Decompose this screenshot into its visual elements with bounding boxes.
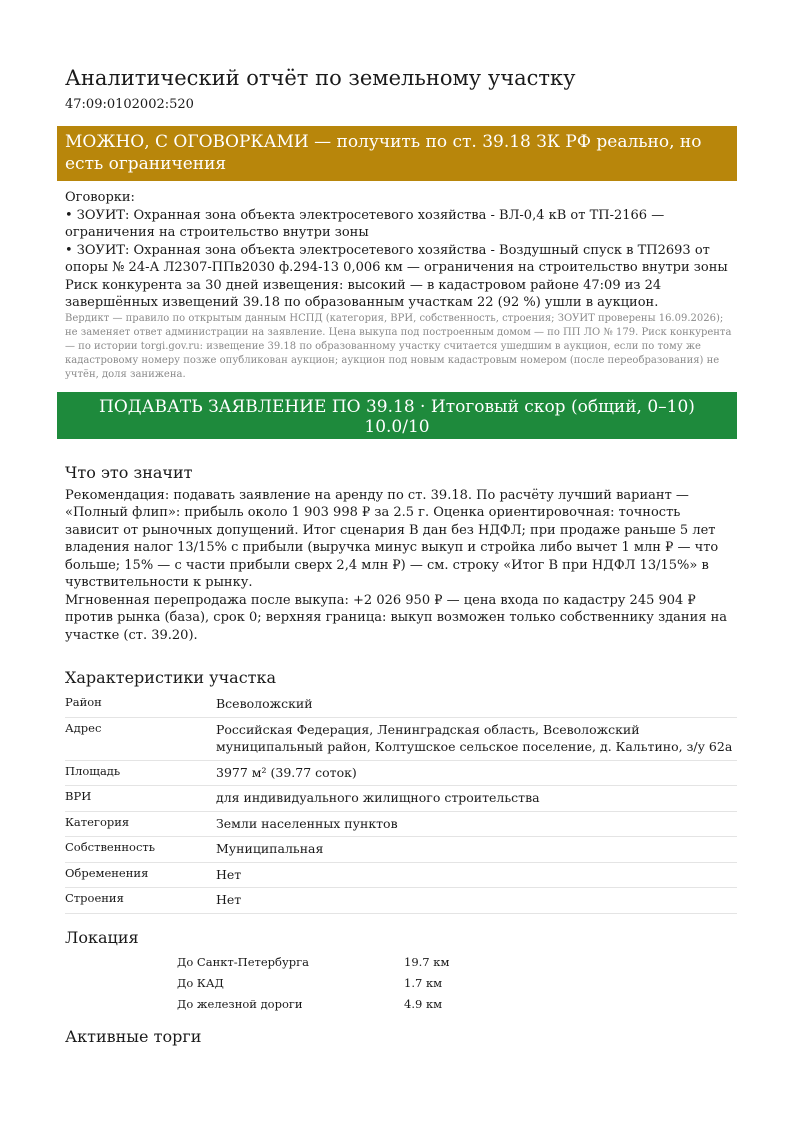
property-value: 3977 м² (39.77 соток)	[216, 760, 737, 786]
property-value: Нет	[216, 888, 737, 914]
location-value: 19.7 км	[404, 954, 450, 969]
table-row	[177, 994, 449, 1015]
property-value: Нет	[216, 862, 737, 888]
property-key: Адрес	[65, 717, 216, 760]
caveat-item: • ЗОУИТ: Охранная зона объекта электросетевого хозяйства - Воздушный спуск в ТП2693 от опоры № 24-А Л2307-ППв2030 ф.294-13 0,006 км — ограничения на строительство внутри зоны	[65, 242, 728, 275]
meaning-heading: Что это значит	[65, 462, 193, 482]
score-banner: ПОДАВАТЬ ЗАЯВЛЕНИЕ ПО 39.18 · Итоговый скор (общий, 0–10) 10.0/10	[57, 392, 737, 439]
property-value: Земли населенных пунктов	[216, 811, 737, 837]
location-value: 4.9 км	[404, 996, 443, 1011]
competitor-risk: Риск конкурента за 30 дней извещения: высокий — в кадастровом районе 47:09 из 24 завершённых извещений 39.18 по образованным участкам 22 (92 %) ушли в аукцион.	[65, 277, 662, 310]
auctions-heading: Активные торги	[65, 1026, 202, 1046]
table-row	[65, 888, 737, 914]
verdict-footnote: Вердикт — правило по открытым данным НСПД (категория, ВРИ, собственность, строения; ЗОУИТ проверены 16.09.2026); не заменяет ответ администрации на заявление. Цена выкупа под построенным домом — по ПП ЛО № 179. Риск конкурента — по истории torgi.gov.ru: извещение 39.18 по образованному участку считается ушедшим в аукцион, если по тому же кадастровому номеру позже опубликован аукцион; аукцион под новым кадастровым номером (после переобразования) не учтён, доля занижена.	[65, 312, 732, 380]
property-key: ВРИ	[65, 786, 216, 812]
table-row	[177, 973, 449, 994]
table-row	[65, 811, 737, 837]
meaning-paragraph: Рекомендация: подавать заявление на аренду по ст. 39.18. По расчёту лучший вариант — «Полный флип»: прибыль около 1 903 998 ₽ за 2.5 г. Оценка ориентировочная: точность зависит от рыночных допущений. Итог сценария В дан без НДФЛ; при продаже раньше 5 лет владения налог 13/15% с прибыли (выручка минус выкуп и стройка либо вычет 1 млн ₽ — что больше; 15% — с части прибыли сверх 2,4 млн ₽) — см. строку «Итог В при НДФЛ 13/15%» в чувствительности к рынку.	[65, 487, 719, 590]
cadastral-number: 47:09:0102002:520	[65, 97, 194, 112]
location-key: До КАД	[177, 975, 224, 990]
caveat-item: • ЗОУИТ: Охранная зона объекта электросетевого хозяйства - ВЛ-0,4 кВ от ТП-2166 — ограничения на строительство внутри зоны	[65, 207, 665, 240]
location-key: До железной дороги	[177, 996, 303, 1011]
property-value: Российская Федерация, Ленинградская область, Всеволожский муниципальный район, Колтушское сельское поселение, д. Кальтино, з/у 62а	[216, 717, 737, 760]
table-row	[65, 862, 737, 888]
table-row	[65, 837, 737, 863]
location-table	[177, 952, 449, 1015]
property-key: Обременения	[65, 862, 216, 888]
property-value: Муниципальная	[216, 837, 737, 863]
table-row	[65, 786, 737, 812]
location-value: 1.7 км	[404, 975, 443, 990]
table-row	[65, 692, 737, 717]
table-row	[65, 760, 737, 786]
location-heading: Локация	[65, 927, 139, 947]
property-value: Всеволожский	[216, 692, 737, 717]
properties-heading: Характеристики участка	[65, 668, 277, 687]
property-key: Район	[65, 692, 216, 717]
location-key: До Санкт-Петербурга	[177, 954, 309, 969]
report-title: Аналитический отчёт по земельному участку	[65, 66, 576, 90]
caveats-heading: Оговорки:	[65, 190, 135, 205]
verdict-banner: МОЖНО, С ОГОВОРКАМИ — получить по ст. 39.18 ЗК РФ реально, но есть ограничения	[57, 126, 737, 181]
properties-table	[65, 692, 737, 914]
property-value: для индивидуального жилищного строительства	[216, 786, 737, 812]
property-key: Собственность	[65, 837, 216, 863]
table-row	[177, 952, 449, 973]
table-row	[65, 717, 737, 760]
resale-paragraph: Мгновенная перепродажа после выкупа: +2 026 950 ₽ — цена входа по кадастру 245 904 ₽ против рынка (база), срок 0; верхняя граница: выкуп возможен только собственнику здания на участке (ст. 39.20).	[65, 592, 727, 643]
property-key: Категория	[65, 811, 216, 837]
property-key: Строения	[65, 888, 216, 914]
caveats-block	[65, 189, 737, 382]
property-key: Площадь	[65, 760, 216, 786]
